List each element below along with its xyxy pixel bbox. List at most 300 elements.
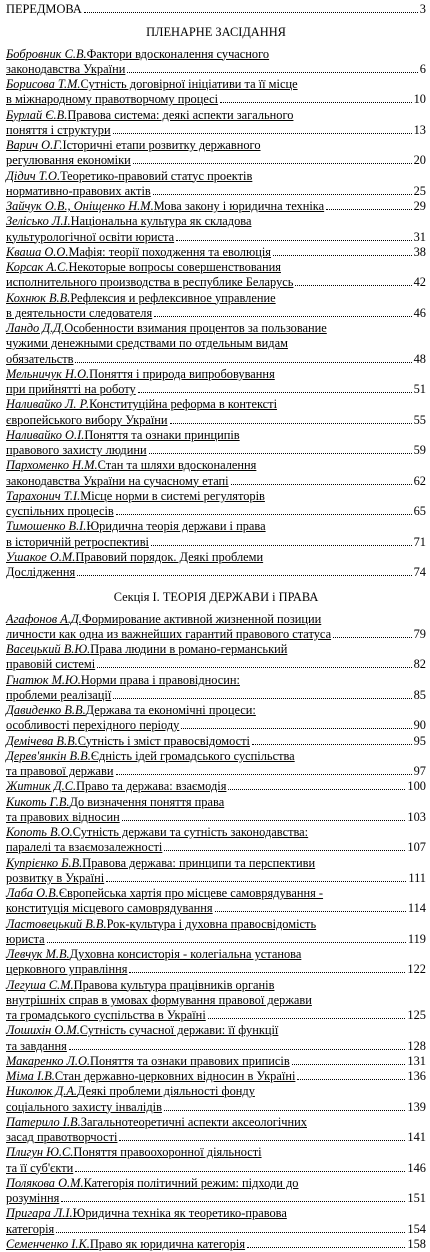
dot-leader — [297, 1079, 405, 1080]
section1-entries — [6, 612, 426, 1252]
entry-title-cont: паралелі та взаємозалежності — [6, 840, 162, 855]
entry-title: Загальнотеоретичні аспекти аксеологічних — [81, 1115, 307, 1130]
dot-leader — [56, 1232, 405, 1233]
entry-title: Категорія політичний режим: підходи до — [84, 1176, 299, 1191]
entry-line — [6, 810, 426, 825]
toc-entry[interactable] — [6, 1084, 426, 1115]
entry-author: Борисова Т.М. — [6, 77, 81, 92]
entry-title-cont: особливості перехідного періоду — [6, 718, 179, 733]
entry-title-cont: європейського вибору України — [6, 413, 168, 428]
entry-title: Правовий порядок. Деякі проблеми — [75, 550, 263, 565]
entry-line — [6, 749, 426, 764]
toc-entry[interactable] — [6, 734, 426, 749]
dot-leader — [133, 163, 412, 164]
entry-title-cont: в історичній ретроспективі — [6, 535, 149, 550]
entry-line — [6, 871, 426, 886]
toc-entry[interactable] — [6, 825, 426, 856]
dot-leader — [181, 728, 411, 729]
page-number: 74 — [414, 565, 426, 580]
page-number: 48 — [414, 352, 426, 367]
toc-entry[interactable] — [6, 749, 426, 780]
entry-title: Духовна консисторія - колегіальна установа — [70, 947, 302, 962]
entry-line — [6, 535, 426, 550]
dot-leader — [215, 911, 406, 912]
page-number: 97 — [414, 764, 426, 779]
entry-line — [6, 489, 426, 504]
entry-author: Кохнюк В.В. — [6, 291, 70, 306]
entry-line — [6, 62, 426, 77]
toc-entry[interactable] — [6, 550, 426, 581]
entry-author: Кваша О.О. — [6, 245, 68, 260]
toc-entry[interactable] — [6, 1023, 426, 1054]
entry-author: Полякова О.М. — [6, 1176, 84, 1191]
toc-entry[interactable] — [6, 1176, 426, 1207]
entry-title-cont: суспільних процесів — [6, 504, 114, 519]
entry-line — [6, 230, 426, 245]
entry-title: Право та держава: взаємодія — [76, 779, 226, 794]
entry-line — [6, 917, 426, 932]
dot-leader — [47, 942, 406, 943]
entry-author: Наливайко Л. Р. — [6, 397, 89, 412]
entry-title-cont: исполнительного производства в республике Беларусь — [6, 275, 293, 290]
entry-title: Рок-культура і духовна правосвідомість — [107, 917, 317, 932]
entry-line — [6, 642, 426, 657]
entry-author: Патерило І.В. — [6, 1115, 81, 1130]
toc-entry[interactable] — [6, 1145, 426, 1176]
entry-title-cont: Дослідження — [6, 565, 75, 580]
entry-line — [6, 275, 426, 290]
entry-title-cont: церковного управління — [6, 962, 127, 977]
entry-line — [6, 367, 426, 382]
toc-entry[interactable] — [6, 978, 426, 1024]
entry-title: До визначення поняття права — [70, 795, 225, 810]
entry-title: Поняття та ознаки принципів — [84, 428, 239, 443]
entry-author: Зелісько Л.І. — [6, 214, 71, 229]
dot-leader — [75, 1171, 405, 1172]
page-number: 95 — [414, 734, 426, 749]
entry-author: Гнатюк М.Ю. — [6, 673, 81, 688]
entry-title-cont: законодавства України на сучасному етапі — [6, 474, 229, 489]
toc-entry[interactable] — [6, 917, 426, 948]
toc-entry[interactable] — [6, 397, 426, 428]
page-number: 151 — [407, 1191, 426, 1206]
dot-leader — [138, 392, 412, 393]
entry-line — [6, 1100, 426, 1115]
toc-entry[interactable] — [6, 367, 426, 398]
entry-line — [6, 1145, 426, 1160]
entry-line — [6, 306, 426, 321]
entry-line — [6, 47, 426, 62]
toc-entry[interactable] — [6, 214, 426, 245]
toc-entry[interactable] — [6, 642, 426, 673]
page-number: 10 — [414, 92, 426, 107]
page-number: 100 — [407, 779, 426, 794]
entry-author: Лаба О.В. — [6, 886, 59, 901]
entry-title-cont: обязательств — [6, 352, 73, 367]
entry-author: Корсак А.С. — [6, 260, 68, 275]
entry-author: Мельничук Н.О. — [6, 367, 89, 382]
entry-title: Юридична техніка як теоретико-правова — [73, 1206, 287, 1221]
dot-leader — [170, 423, 412, 424]
entry-title-cont: та правових відносин — [6, 810, 120, 825]
dot-leader — [127, 72, 417, 73]
entry-title-cont: поняття і структури — [6, 123, 111, 138]
toc-entry[interactable] — [6, 458, 426, 489]
toc-entry[interactable] — [6, 886, 426, 917]
entry-title: Поняття та ознаки правових приписів — [90, 1054, 290, 1069]
entry-author: Дерев'янкін В.В. — [6, 749, 91, 764]
entry-title: Норми права і правовідносин: — [81, 673, 240, 688]
entry-title: Право як юридична категорія — [90, 1237, 245, 1252]
page-number: 141 — [407, 1130, 426, 1145]
entry-title: Держава та економічні процеси: — [86, 703, 256, 718]
dot-leader — [154, 316, 411, 317]
entry-line — [6, 856, 426, 871]
dot-leader — [149, 453, 412, 454]
entry-line — [6, 993, 426, 1008]
entry-title: Історичні етапи розвитку державного — [62, 138, 260, 153]
entry-title: Юридична теорія держави і права — [86, 519, 265, 534]
page-number: 31 — [414, 230, 426, 245]
entry-line — [6, 321, 426, 336]
entry-title-cont: при прийнятті на роботу — [6, 382, 136, 397]
entry-title-cont: чужими денежными средствами по отдельным видам — [6, 336, 288, 351]
preface-label: ПЕРЕДМОВА — [6, 2, 82, 17]
toc-entry[interactable] — [6, 77, 426, 108]
entry-author: Лошихін О.М. — [6, 1023, 80, 1038]
entry-line — [6, 1008, 426, 1023]
entry-line — [6, 169, 426, 184]
dot-leader — [252, 744, 412, 745]
dot-leader — [122, 820, 406, 821]
entry-title: Особенности взимания процентов за пользование — [64, 321, 327, 336]
page-number: 55 — [414, 413, 426, 428]
page-number: 51 — [414, 382, 426, 397]
entry-line — [6, 1130, 426, 1145]
entry-title-cont: юриста — [6, 932, 45, 947]
entry-title-cont: внутрішніх справ в умовах формування правової держави — [6, 993, 312, 1008]
toc-entry[interactable] — [6, 199, 426, 214]
entry-line — [6, 1069, 426, 1084]
entry-author: Пархоменко Н.М. — [6, 458, 98, 473]
entry-line — [6, 718, 426, 733]
entry-author: Николюк Д.А. — [6, 1084, 77, 1099]
toc-entry[interactable] — [6, 795, 426, 826]
page-number: 82 — [414, 657, 426, 672]
dot-leader — [129, 972, 405, 973]
dot-leader — [116, 514, 412, 515]
entry-title: Сутність сучасної держави: її функції — [80, 1023, 279, 1038]
toc-entry[interactable] — [6, 1237, 426, 1252]
entry-author: Агафонов А.Д. — [6, 612, 82, 627]
entry-line — [6, 1222, 426, 1237]
entry-title: Правова культура працівників органів — [74, 978, 275, 993]
page-number: 20 — [414, 153, 426, 168]
entry-title-cont: правовій системі — [6, 657, 95, 672]
dot-leader — [113, 133, 412, 134]
entry-title: Правова держава: принципи та перспективи — [82, 856, 315, 871]
entry-title: Мафія: теорії походження та еволюція — [68, 245, 271, 260]
entry-title-cont: личности как одна из важнейших гарантий правового статуса — [6, 627, 331, 642]
entry-line — [6, 474, 426, 489]
dot-leader — [119, 1140, 405, 1141]
entry-line — [6, 260, 426, 275]
dot-leader — [113, 698, 411, 699]
entry-title: Місце норми в системі регуляторів — [80, 489, 265, 504]
entry-title-cont: розвитку в Україні — [6, 871, 104, 886]
plenary-heading: ПЛЕНАРНЕ ЗАСІДАННЯ — [6, 25, 426, 40]
entry-title: Єдність ідей громадського суспільства — [91, 749, 295, 764]
entry-title-cont: та правової держави — [6, 764, 114, 779]
entry-line — [6, 627, 426, 642]
entry-title-cont: соціального захисту інвалідів — [6, 1100, 162, 1115]
entry-line — [6, 1176, 426, 1191]
page-number: 38 — [414, 245, 426, 260]
entry-author: Пригара Л.І. — [6, 1206, 73, 1221]
entry-title: Рефлексия и рефлексивное управление — [70, 291, 275, 306]
entry-author: Тарахонич Т.І. — [6, 489, 80, 504]
page-number: 107 — [407, 840, 426, 855]
dot-leader — [61, 1201, 405, 1202]
toc-entry[interactable] — [6, 612, 426, 643]
dot-leader — [295, 285, 411, 286]
entry-line — [6, 428, 426, 443]
entry-author: Бурлай Є.В. — [6, 108, 67, 123]
page-number: 3 — [420, 2, 426, 17]
entry-line — [6, 550, 426, 565]
dot-leader — [153, 194, 412, 195]
dot-leader — [220, 102, 412, 103]
entry-title-cont: та завдання — [6, 1039, 67, 1054]
page-number: 25 — [414, 184, 426, 199]
section1-heading: Секція І. ТЕОРІЯ ДЕРЖАВИ і ПРАВА — [6, 590, 426, 605]
entry-author: Демічева В.В. — [6, 734, 78, 749]
entry-line — [6, 673, 426, 688]
dot-leader — [273, 255, 412, 256]
entry-author: Ластовецький В.В. — [6, 917, 107, 932]
page-number: 46 — [414, 306, 426, 321]
entry-line — [6, 123, 426, 138]
entry-line — [6, 703, 426, 718]
page-number: 62 — [414, 474, 426, 489]
entry-author: Купрієнко Б.В. — [6, 856, 82, 871]
entry-line — [6, 184, 426, 199]
entry-line — [6, 336, 426, 351]
dot-leader — [75, 362, 411, 363]
page-number: 6 — [420, 62, 426, 77]
dot-leader — [84, 12, 418, 13]
entry-title: Некоторые вопросы совершенствования — [68, 260, 281, 275]
dot-leader — [326, 209, 411, 210]
entry-line — [6, 795, 426, 810]
entry-line — [6, 108, 426, 123]
entry-line — [6, 612, 426, 627]
entry-title: Мова закону і юридична техніка — [154, 199, 324, 214]
entry-line — [6, 1161, 426, 1176]
entry-author: Варич О.Г. — [6, 138, 62, 153]
toc-entry[interactable] — [6, 673, 426, 704]
entry-author: Плигун Ю.С. — [6, 1145, 73, 1160]
dot-leader — [151, 545, 412, 546]
entry-title-cont: проблеми реалізації — [6, 688, 111, 703]
entry-line — [6, 153, 426, 168]
entry-line — [6, 565, 426, 580]
page-number: 111 — [408, 871, 426, 886]
entry-author: Давиденко В.В. — [6, 703, 86, 718]
toc-entry[interactable] — [6, 108, 426, 139]
dot-leader — [116, 774, 412, 775]
toc-entry[interactable] — [6, 489, 426, 520]
toc-entry[interactable] — [6, 321, 426, 367]
entry-title: Теоретико-правовий статус проектів — [60, 169, 252, 184]
entry-line — [6, 1084, 426, 1099]
page-number: 158 — [407, 1237, 426, 1252]
entry-author: Васецький В.Ю. — [6, 642, 90, 657]
entry-title-cont: в міжнародному правотворчому процесі — [6, 92, 218, 107]
entry-title: Європейська хартія про місцеве самоврядування - — [59, 886, 323, 901]
entry-title-cont: правового захисту людини — [6, 443, 147, 458]
page-number: 29 — [414, 199, 426, 214]
page-number: 13 — [414, 123, 426, 138]
entry-title: Права людини в романо-германський — [90, 642, 287, 657]
entry-author: Наливайко О.І. — [6, 428, 84, 443]
entry-title: Поняття і природа випробовування — [89, 367, 275, 382]
plenary-entries — [6, 47, 426, 581]
toc-entry[interactable] — [6, 138, 426, 169]
entry-author: Макаренко Л.О. — [6, 1054, 90, 1069]
page-number: 139 — [407, 1100, 426, 1115]
entry-line — [6, 1023, 426, 1038]
page-number: 79 — [414, 627, 426, 642]
toc-entry[interactable] — [6, 47, 426, 78]
entry-title: Поняття правоохоронної діяльності — [73, 1145, 261, 1160]
toc-entry[interactable] — [6, 245, 426, 260]
entry-title: Правова система: деякі аспекти загального — [67, 108, 293, 123]
entry-title: Формирование активной жизненной позиции — [82, 612, 321, 627]
page-number: 128 — [407, 1039, 426, 1054]
toc-entry[interactable] — [6, 260, 426, 291]
entry-title-cont: та її суб'єкти — [6, 1161, 73, 1176]
page-number: 122 — [407, 962, 426, 977]
entry-title: Конституційна реформа в контексті — [89, 397, 277, 412]
entry-line — [6, 947, 426, 962]
entry-title: Національна культура як складова — [71, 214, 252, 229]
entry-line — [6, 779, 426, 794]
dot-leader — [292, 1064, 406, 1065]
entry-title-cont: конституція місцевого самоврядування — [6, 901, 213, 916]
entry-author: Семенченко І.К. — [6, 1237, 90, 1252]
toc-entry[interactable] — [6, 1054, 426, 1069]
entry-line — [6, 688, 426, 703]
preface-entry[interactable] — [6, 2, 426, 17]
entry-author: Бобровник С.В. — [6, 47, 87, 62]
entry-title: Стан державно-церковних відносин в Україні — [55, 1069, 296, 1084]
dot-leader — [164, 1110, 405, 1111]
entry-line — [6, 840, 426, 855]
dot-leader — [208, 1018, 406, 1019]
page-number: 59 — [414, 443, 426, 458]
entry-line — [6, 291, 426, 306]
entry-line — [6, 458, 426, 473]
entry-title-cont: засад правотворчості — [6, 1130, 117, 1145]
entry-line — [6, 504, 426, 519]
entry-title-cont: в деятельности следователя — [6, 306, 152, 321]
entry-author: Міма І.В. — [6, 1069, 55, 1084]
dot-leader — [164, 850, 405, 851]
entry-title-cont: культурологічної освіти юриста — [6, 230, 174, 245]
toc-entry[interactable] — [6, 169, 426, 200]
entry-line — [6, 397, 426, 412]
page-number: 71 — [414, 535, 426, 550]
entry-title: Стан та шляхи вдосконалення — [98, 458, 257, 473]
entry-line — [6, 245, 426, 260]
dot-leader — [333, 637, 412, 638]
toc-entry[interactable] — [6, 779, 426, 794]
page-number: 136 — [407, 1069, 426, 1084]
entry-author: Дідич Т.О. — [6, 169, 60, 184]
entry-title-cont: категорія — [6, 1222, 54, 1237]
toc-entry[interactable] — [6, 1069, 426, 1084]
toc-entry[interactable] — [6, 519, 426, 550]
entry-title: Сутність держави та сутність законодавства: — [73, 825, 308, 840]
dot-leader — [228, 789, 405, 790]
toc-entry[interactable] — [6, 1115, 426, 1146]
entry-line — [6, 657, 426, 672]
dot-leader — [77, 575, 411, 576]
dot-leader — [176, 240, 411, 241]
entry-line — [6, 962, 426, 977]
toc-entry[interactable] — [6, 291, 426, 322]
toc-entry[interactable] — [6, 703, 426, 734]
page-number: 85 — [414, 688, 426, 703]
entry-author: Легуша С.М. — [6, 978, 74, 993]
entry-line — [6, 413, 426, 428]
entry-line — [6, 1054, 426, 1069]
entry-line — [6, 1191, 426, 1206]
entry-title-cont: регулювання економіки — [6, 153, 131, 168]
page-number: 125 — [407, 1008, 426, 1023]
dot-leader — [97, 667, 411, 668]
toc-entry[interactable] — [6, 428, 426, 459]
entry-line — [6, 1206, 426, 1221]
entry-line — [6, 92, 426, 107]
entry-line — [6, 199, 426, 214]
page-number: 154 — [407, 1222, 426, 1237]
entry-line — [6, 214, 426, 229]
entry-line — [6, 352, 426, 367]
entry-line — [6, 443, 426, 458]
entry-line — [6, 901, 426, 916]
toc-entry[interactable] — [6, 947, 426, 978]
dot-leader — [231, 484, 412, 485]
entry-title-cont: законодавства України — [6, 62, 125, 77]
toc-entry[interactable] — [6, 1206, 426, 1237]
entry-line — [6, 978, 426, 993]
entry-line — [6, 138, 426, 153]
dot-leader — [247, 1247, 405, 1248]
entry-author: Ушакое О.М. — [6, 550, 75, 565]
entry-line — [6, 886, 426, 901]
toc-entry[interactable] — [6, 856, 426, 887]
entry-title-cont: нормативно-правових актів — [6, 184, 151, 199]
page-number: 114 — [408, 901, 426, 916]
entry-title: Сутність договірної ініціативи та її місце — [81, 77, 298, 92]
entry-line — [6, 519, 426, 534]
entry-author: Житник Д.С. — [6, 779, 76, 794]
dot-leader — [106, 881, 406, 882]
entry-line — [6, 382, 426, 397]
entry-line — [6, 932, 426, 947]
